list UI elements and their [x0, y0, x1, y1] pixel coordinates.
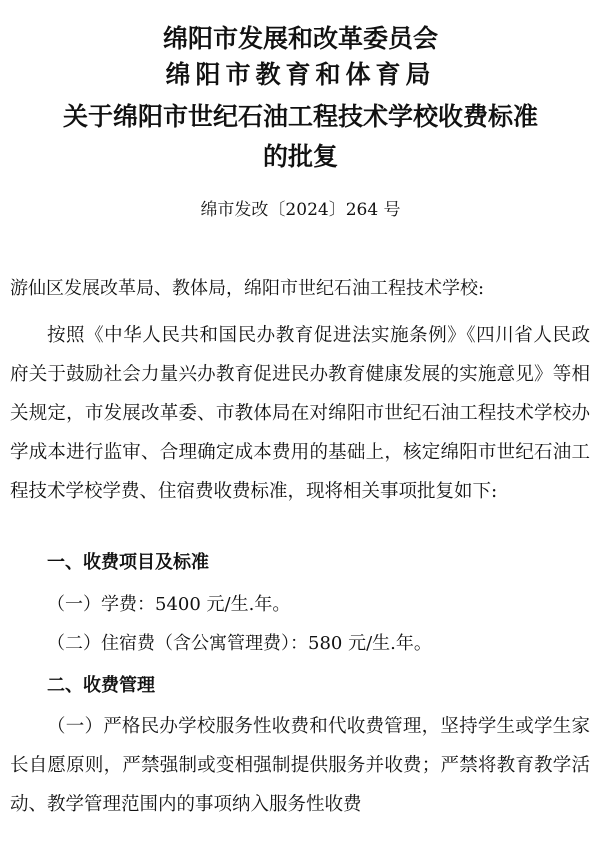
recipients-line: 游仙区发展改革局、教体局，绵阳市世纪石油工程技术学校:	[10, 278, 485, 299]
section-heading-fee-management: 二、收费管理	[47, 675, 155, 696]
issuer-title-development-reform: 绵阳市发展和改革委员会	[162, 24, 438, 53]
section-heading-fees: 一、收费项目及标准	[47, 552, 209, 573]
fee-item-tuition: （一）学费：5400 元/生.年。	[47, 594, 291, 615]
document-number: 绵市发改〔2024〕264 号	[200, 200, 401, 220]
document-subject-title-continued: 的批复	[262, 142, 338, 171]
issuer-title-education-sports: 绵阳市教育和体育局	[165, 60, 436, 89]
fee-management-paragraph: （一）严格民办学校服务性收费和代收费管理，坚持学生或学生家长自愿原则，严禁强制或变相强制提供服务并收费；严禁将教育教学活动、教学管理范围内的事项纳入服务性收费	[10, 716, 590, 815]
fee-item-accommodation: （二）住宿费（含公寓管理费）：580 元/生.年。	[47, 633, 432, 654]
intro-paragraph: 按照《中华人民共和国民办教育促进法实施条例》《四川省人民政府关于鼓励社会力量兴办教育促进民办教育健康发展的实施意见》等相关规定，市发展改革委、市教体局在对绵阳市世纪石油工程技术学校办学成本进行监审、合理确定成本费用的基础上，核定绵阳市世纪石油工程技术学校学费、住宿费收费标准，现将相关事项批复如下:	[10, 325, 590, 502]
document-subject-title: 关于绵阳市世纪石油工程技术学校收费标准	[62, 102, 538, 131]
